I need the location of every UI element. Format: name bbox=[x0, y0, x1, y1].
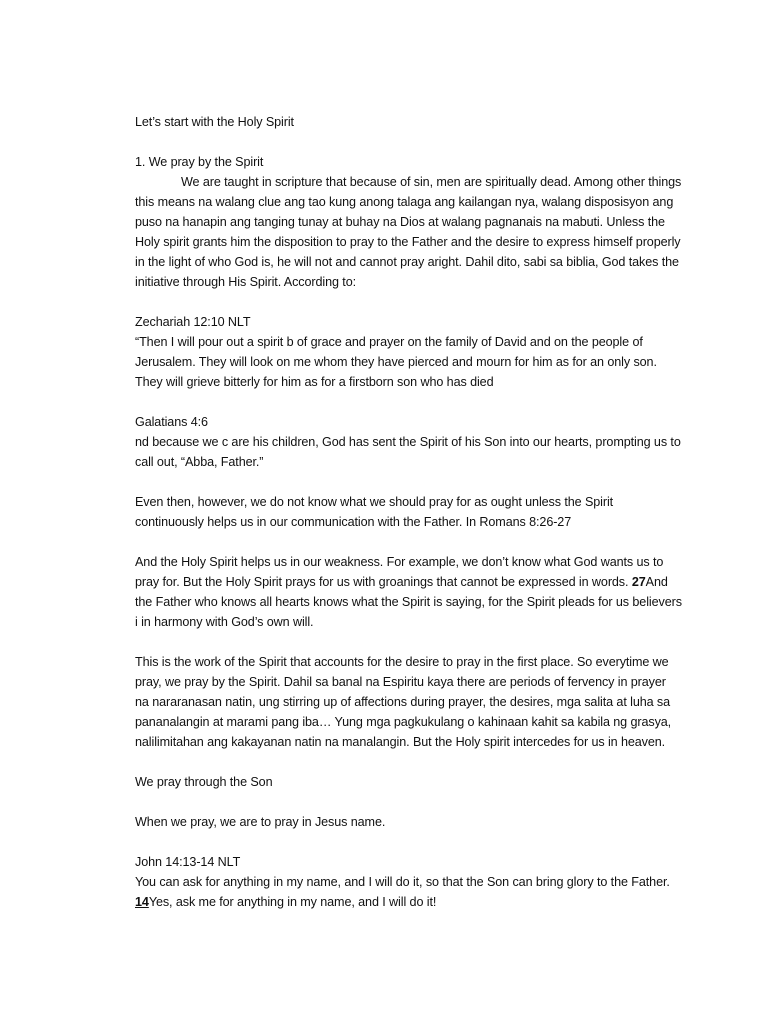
spacer bbox=[135, 392, 683, 412]
paragraph-work-of-spirit: This is the work of the Spirit that accounts for the desire to pray in the first place. So everytime we pray, we pray by the Spirit. Dahil sa banal na Espiritu kaya there are periods of fervency in prayer na nararanasan natin, ung stirring up of affections during prayer, the desires, mga salita at luha sa pananalangin at marami pang iba… Yung mga pagkukulang o kahinaan kahit sa kabila ng grasya, nalilimitahan ang kakayanan natin na manalangin. But the Holy spirit intercedes for us in heaven. bbox=[135, 655, 672, 749]
spacer bbox=[135, 532, 683, 552]
paragraph-spiritually-dead bbox=[135, 172, 683, 292]
spacer bbox=[135, 132, 683, 152]
verse-reference-john: John 14:13-14 NLT bbox=[135, 855, 241, 869]
verse-text-part: You can ask for anything in my name, and I will do it, so that the Son can bring glory to the Father. bbox=[135, 875, 670, 889]
verse-number: 27 bbox=[631, 575, 646, 589]
verse-text-part: And the Father who knows all hearts knows what the Spirit is saying, for the Spirit pleads for us believers i in harmony with God’s own will. bbox=[135, 575, 682, 629]
document-body bbox=[135, 112, 683, 912]
spacer bbox=[135, 632, 683, 652]
verse-reference-galatians: Galatians 4:6 bbox=[135, 415, 208, 429]
verse-text-john bbox=[135, 872, 683, 912]
paragraph-jesus-name: When we pray, we are to pray in Jesus name. bbox=[135, 815, 386, 829]
paragraph-even-then: Even then, however, we do not know what we should pray for as ought unless the Spirit continuously helps us in our communication with the Father. In Romans 8:26-27 bbox=[135, 495, 614, 529]
verse-text-romans bbox=[135, 552, 683, 632]
verse-reference-zechariah: Zechariah 12:10 NLT bbox=[135, 315, 251, 329]
section-heading-son: We pray through the Son bbox=[135, 775, 273, 789]
spacer bbox=[135, 292, 683, 312]
spacer bbox=[135, 832, 683, 852]
spacer bbox=[135, 472, 683, 492]
document-title: Let’s start with the Holy Spirit bbox=[135, 115, 294, 129]
verse-text-part: Yes, ask me for anything in my name, and I will do it! bbox=[148, 895, 437, 909]
verse-text-galatians: nd because we c are his children, God has sent the Spirit of his Son into our hearts, prompting us to call out, “Abba, Father.” bbox=[135, 435, 681, 469]
verse-number-link[interactable]: 14 bbox=[135, 895, 149, 909]
verse-text-zechariah: “Then I will pour out a spirit b of grace and prayer on the family of David and on the people of Jerusalem. They will look on me whom they have pierced and mourn for him as for an only son. They will grieve bitterly for him as for a firstborn son who has died bbox=[135, 335, 657, 389]
paragraph-text: We are taught in scripture that because of sin, men are spiritually dead. Among other things this means na walang clue ang tao kung anong talaga ang kailangan nya, walang disposisyon ang puso na hanapin ang tanging tunay at buhay na Dios at walang pagnanais na mabuti. Unless the Holy spirit grants him the disposition to pray to the Father and the desire to express himself properly in the light of who God is, he will not and cannot pray aright. Dahil dito, sabi sa biblia, God takes the initiative through His Spirit. According to: bbox=[135, 175, 682, 289]
spacer bbox=[135, 752, 683, 772]
section-heading-spirit: 1. We pray by the Spirit bbox=[135, 155, 264, 169]
spacer bbox=[135, 792, 683, 812]
verse-text-part: And the Holy Spirit helps us in our weakness. For example, we don’t know what God wants us to pray for. But the Holy Spirit prays for us with groanings that cannot be expressed in words. bbox=[135, 555, 664, 589]
